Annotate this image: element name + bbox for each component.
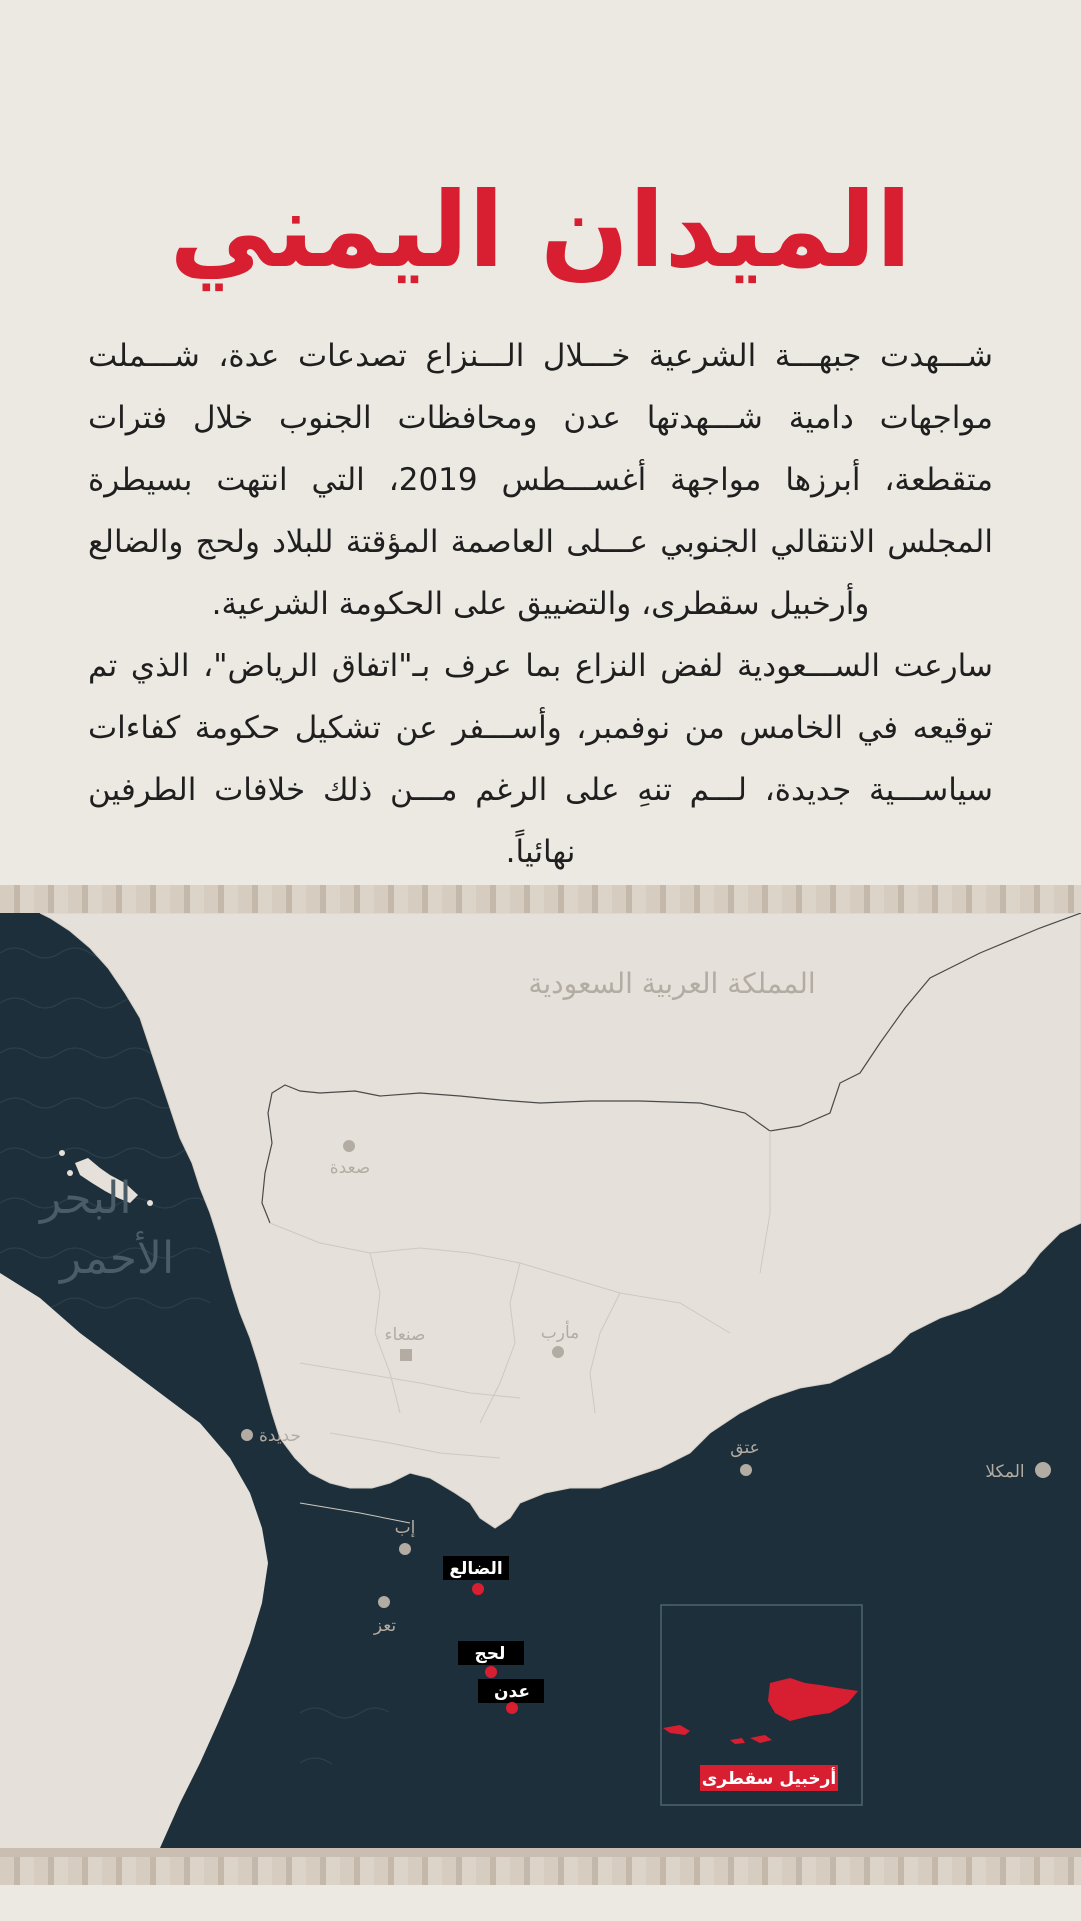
- highlight-dot-lahij: [485, 1666, 497, 1678]
- highlight-label-lahij: لحج: [474, 1644, 506, 1664]
- highlight-label-aden: عدن: [494, 1682, 530, 1702]
- city-label-marib: مأرب: [540, 1323, 580, 1343]
- city-label-ibb: إب: [394, 1518, 416, 1538]
- highlight-dot-dhale: [472, 1583, 484, 1595]
- city-label-taiz: تعز: [373, 1616, 397, 1636]
- inset-label: أرخبيل سقطرى: [701, 1769, 837, 1789]
- socotra-inset: [661, 1605, 862, 1805]
- city-label-hodeidah: حديدة: [259, 1426, 301, 1446]
- city-label-sanaa: صنعاء: [384, 1325, 426, 1345]
- highlight-label-dhale: الضالع: [449, 1559, 503, 1579]
- city-dot-hodeidah: [241, 1429, 253, 1441]
- map-border-top: [0, 885, 1081, 913]
- city-label-mukalla: المكلا: [985, 1462, 1025, 1482]
- red-sea-label-line1: البحر: [40, 1173, 132, 1224]
- city-dot-ataq: [740, 1464, 752, 1476]
- city-dot-marib: [552, 1346, 564, 1358]
- red-sea-label-line2: الأحمر: [60, 1233, 175, 1284]
- city-dot-ibb: [399, 1543, 411, 1555]
- yemen-map: [0, 913, 1081, 1848]
- map-border-bottom: [0, 1857, 1081, 1885]
- city-dot-mukalla: [1035, 1462, 1051, 1478]
- saudi-label: المملكة العربية السعودية: [528, 967, 816, 1000]
- page-title: الميدان اليمني: [169, 169, 912, 291]
- paragraph-1: شـــهدت جبهـــة الشرعية خـــلال الـــنزاع تصدعات عدة، شـــملت مواجهات دامية شـــهدتها عدن ومحافظات الجنوب خلال فترات متقطعة، أبرزها مواجهة أغســـطس 2019، التي انتهت بسيطرة المجلس الانتقالي الجنوبي عـــلى العاصمة المؤقتة للبلاد ولحج والضالع وأرخبيل سقطرى، والتضييق على الحكومة الشرعية.: [88, 338, 993, 622]
- capital-marker-sanaa: [400, 1349, 412, 1361]
- city-label-saada: صعدة: [329, 1158, 371, 1178]
- paragraph-2: سارعت الســـعودية لفض النزاع بما عرف بـ"اتفاق الرياض"، الذي تم توقيعه في الخامس من نوفمبر، وأســـفر عن تشكيل حكومة كفاءات سياســـية جديدة، لـــم تنهِ على الرغم مـــن ذلك خلافات الطرفين نهائياً.: [88, 648, 993, 870]
- city-label-ataq: عتق: [730, 1438, 760, 1458]
- article-body: [88, 325, 993, 883]
- city-dot-saada: [343, 1140, 355, 1152]
- city-dot-taiz: [378, 1596, 390, 1608]
- highlight-dot-aden: [506, 1702, 518, 1714]
